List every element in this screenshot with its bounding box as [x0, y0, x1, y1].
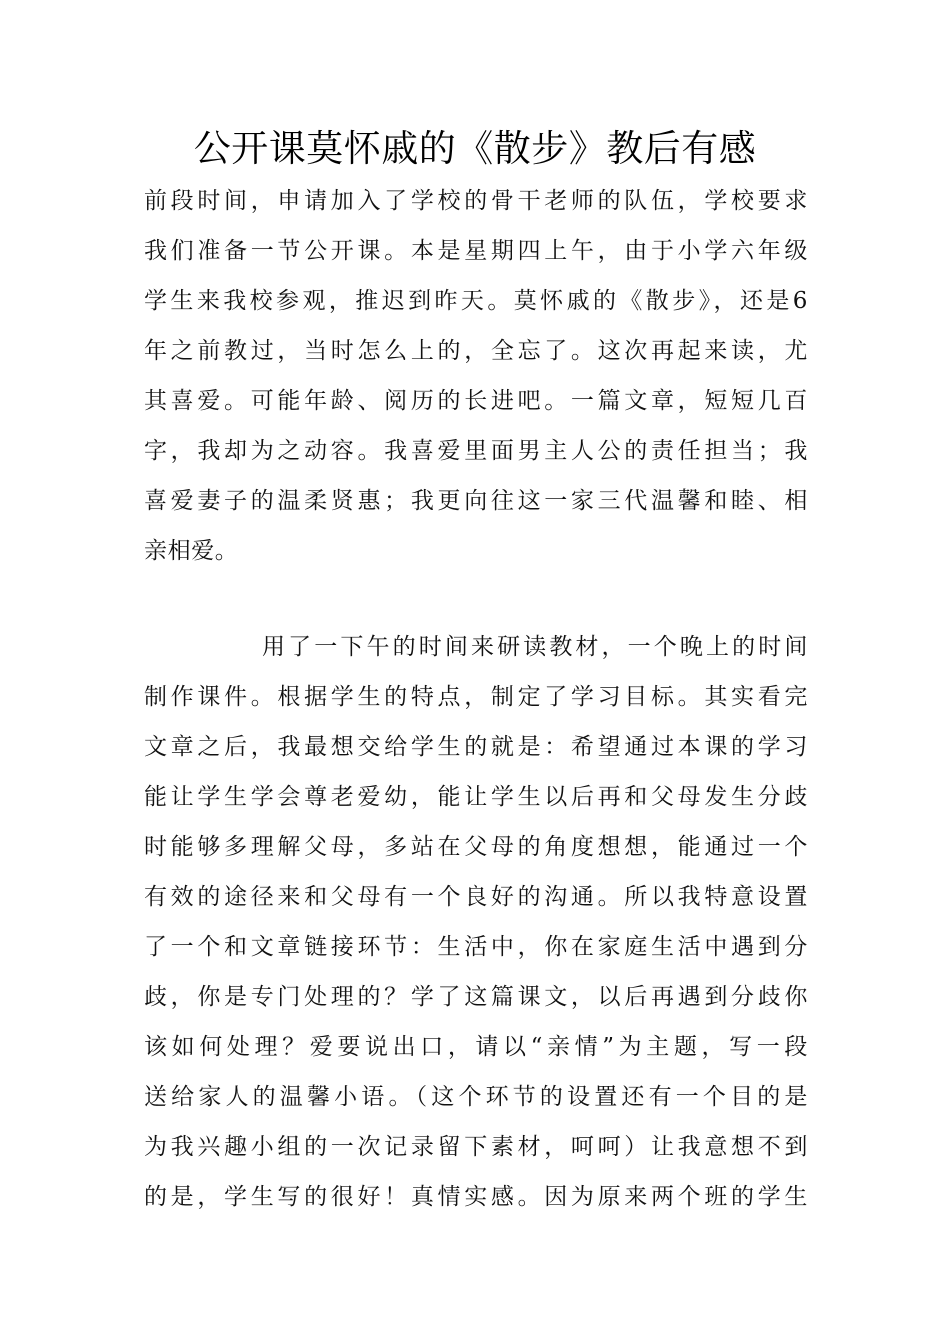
paragraph-line: 用了一下午的时间来研读教材，一个晚上的时间 [262, 634, 808, 660]
paragraph-2 [144, 622, 808, 1222]
paragraph-line: 能让学生学会尊老爱幼，能让学生以后再和父母发生分歧 [144, 784, 808, 810]
paragraph-line: 前段时间，申请加入了学校的骨干老师的队伍，学校要求 [144, 188, 808, 214]
paragraph-line: 学生来我校参观，推迟到昨天。莫怀戚的《散步》，还是6 [144, 288, 808, 314]
paragraph-line: 歧，你是专门处理的？学了这篇课文，以后再遇到分歧你 [144, 984, 808, 1010]
paragraph-line: 我们准备一节公开课。本是星期四上午，由于小学六年级 [144, 238, 808, 264]
paragraph-line: 了一个和文章链接环节：生活中，你在家庭生活中遇到分 [144, 934, 808, 960]
paragraph-line: 制作课件。根据学生的特点，制定了学习目标。其实看完 [144, 684, 808, 710]
paragraph-line: 该如何处理？爱要说出口，请以“亲情”为主题，写一段 [144, 1034, 808, 1060]
paragraph-line: 文章之后，我最想交给学生的就是：希望通过本课的学习 [144, 734, 808, 760]
paragraph-1 [144, 176, 808, 576]
paragraph-line: 时能够多理解父母，多站在父母的角度想想，能通过一个 [144, 834, 808, 860]
paragraph-line: 年之前教过，当时怎么上的，全忘了。这次再起来读，尤 [144, 338, 808, 364]
paragraph-line: 喜爱妻子的温柔贤惠；我更向往这一家三代温馨和睦、相 [144, 488, 808, 514]
paragraph-line: 其喜爱。可能年龄、阅历的长进吧。一篇文章，短短几百 [144, 388, 808, 414]
paragraph-line: 送给家人的温馨小语。（这个环节的设置还有一个目的是 [144, 1084, 808, 1110]
paragraph-line: 为我兴趣小组的一次记录留下素材，呵呵）让我意想不到 [144, 1134, 808, 1160]
paragraph-line: 的是，学生写的很好！真情实感。因为原来两个班的学生 [144, 1184, 808, 1210]
paragraph-line: 有效的途径来和父母有一个良好的沟通。所以我特意设置 [144, 884, 808, 910]
paragraph-line: 字，我却为之动容。我喜爱里面男主人公的责任担当；我 [144, 438, 808, 464]
paragraph-line: 亲相爱。 [144, 538, 239, 564]
document-title: 公开课莫怀戚的《散步》教后有感 [193, 127, 757, 170]
